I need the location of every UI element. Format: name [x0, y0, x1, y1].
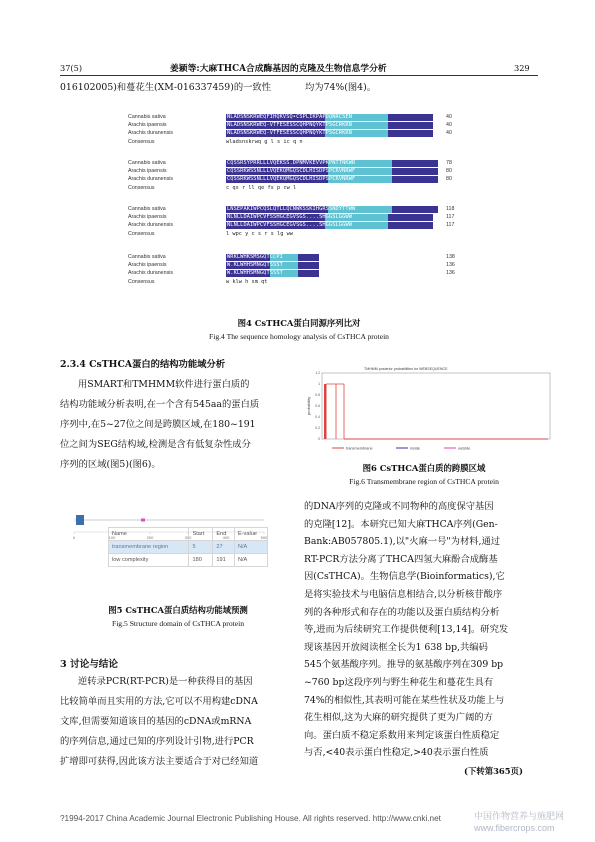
sequence-text: CQSSRKWSSNLLLVQEKQMGQSCDLHISDPSPCRVNRWF — [227, 176, 356, 183]
species-name: Arachis ipaensis — [128, 262, 167, 269]
alignment-row — [128, 160, 468, 167]
species-name: Arachis duranensis — [128, 130, 174, 137]
col-end: End — [213, 528, 235, 541]
axis-tick-label: 100 — [108, 535, 116, 540]
text-line: 74%的相似性,其表明可能在某些性状及功能上与 — [304, 694, 505, 706]
text-line: 列的各种形式和存在的功能以及蛋白质结构分析 — [304, 606, 500, 618]
y-tick-label: 0.2 — [315, 426, 320, 431]
para-234-line-2: 结构功能域分析表明,在一个含有545aa的蛋白质 — [60, 399, 260, 410]
species-name: Cannabis sativa — [128, 206, 166, 212]
tmhmm-chart — [304, 365, 556, 457]
consensus-text: l wpc y c s r s lg ww — [226, 230, 293, 237]
y-tick-label: 1.2 — [315, 371, 320, 376]
fig5-caption-en: Fig.5 Structure domain of CsTHCA protein — [111, 619, 245, 628]
text-line: Bank:AB057805.1),以"火麻一号"为材料,通过 — [304, 536, 501, 548]
alignment-row — [128, 206, 468, 213]
copyright-footer: ?1994-2017 China Academic Journal Electronic Publishing House. All rights reserved. http://www.cnki.net — [60, 814, 441, 823]
para-3-line-2: 比较简单而且实用的方法,它可以不用构建cDNA — [60, 696, 258, 707]
fig4-caption-en: Fig.4 The sequence homology analysis of CsTHCA protein — [209, 332, 389, 341]
residue-count: 136 — [446, 270, 455, 277]
tm-plot-frame — [322, 373, 550, 439]
species-name: Arachis ipaensis — [128, 122, 167, 129]
species-name: Arachis ipaensis — [128, 214, 167, 221]
residue-count: 40 — [446, 130, 452, 137]
y-tick-label: 0.4 — [315, 415, 320, 420]
sequence-text: W.KLWHHSMNGQTSSST — [227, 262, 283, 269]
page-number: 329 — [514, 63, 530, 73]
section-2-3-4-heading: 2.3.4 CsTHCA蛋白的结构功能域分析 — [60, 359, 226, 370]
legend-inside: inside — [410, 446, 420, 451]
sequence-segment — [226, 176, 438, 183]
para-234-line-5: 序列的区域(图5)(图6)。 — [60, 459, 161, 470]
residue-count: 80 — [446, 176, 452, 183]
top-line-left: 016102005)和蔓花生(XM-016337459)的一致性 — [60, 82, 272, 93]
legend-outside: outside — [458, 446, 471, 451]
cell-start: 180 — [189, 554, 213, 567]
para-234-line-3: 序列中,在5~27位之间是跨膜区域,在180~191 — [60, 419, 256, 430]
axis-tick-label: 400 — [222, 535, 230, 540]
residue-count: 118 — [446, 206, 455, 212]
residue-count: 78 — [446, 160, 452, 166]
species-name: Cannabis sativa — [128, 160, 166, 166]
sequence-segment — [226, 270, 438, 277]
alignment-row — [128, 176, 468, 183]
alignment-row — [128, 168, 468, 175]
species-name: Arachis duranensis — [128, 270, 174, 277]
col-name: Name — [109, 528, 189, 541]
cell-evalue: N/A — [234, 554, 267, 567]
sequence-alignment — [128, 114, 468, 304]
sequence-text: W.KLWHHSMNGQTSSST — [227, 270, 283, 277]
text-line: 545个氨基酸序列。推导的氨基酸序列在309 bp — [304, 659, 504, 671]
species-name: Consensus — [128, 138, 155, 145]
header-rule — [60, 75, 538, 76]
para-3-line-5: 扩增即可获得,因此该方法主要适合于对已经知道 — [60, 756, 259, 767]
text-line: 等,进而为后续研究工作提供便利[13,14]。研究发 — [304, 624, 509, 636]
residue-count: 136 — [446, 262, 455, 269]
cell-start: 5 — [189, 541, 213, 554]
axis-tick-label: 300 — [184, 535, 192, 540]
consensus-text: wladsnskrwq g l s ic q n — [226, 138, 303, 145]
alignment-row — [128, 214, 468, 221]
fig5-caption-cn: 图5 CsTHCA蛋白质结构功能域预测 — [108, 605, 248, 615]
transmembrane-domain-box — [76, 515, 84, 525]
domain-table — [108, 527, 268, 567]
sequence-text: NLNLLDAIWPCVFSSHGCEGVSGS....SHGGSLGGWW — [227, 214, 352, 221]
low-complexity-box — [141, 519, 145, 522]
para-234-line-4: 位之间为SEG结构域,检测是含有低复杂性成分 — [60, 439, 251, 450]
fig4-caption-cn: 图4 CsTHCA蛋白同源序列比对 — [237, 318, 361, 328]
alignment-row — [128, 231, 468, 238]
legend-transmembrane: transmembrane — [346, 446, 373, 451]
sequence-segment — [226, 122, 438, 129]
cell-end: 191 — [213, 554, 235, 567]
sequence-text: WRKLWHKSMSGQTCCPI — [227, 254, 283, 260]
alignment-row — [128, 185, 468, 192]
text-line: 是将实验技术与电脑信息相结合,以分析核苷酸序 — [304, 589, 503, 600]
cell-evalue: N/A — [234, 541, 267, 554]
sequence-text: NLADSNSKRWEQ-VTFESESSCQHPNQYKTPSGCRKRN — [227, 130, 352, 137]
text-line: 与否,<40表示蛋白性稳定,>40表示蛋白性质 — [304, 747, 489, 759]
continued-note: (下转第365页) — [464, 766, 523, 776]
alignment-row — [128, 254, 468, 261]
text-line: 向。蛋白质不稳定系数用来判定该蛋白性质稳定 — [304, 729, 500, 741]
para-3-line-4: 的序列信息,通过已知的序列设计引物,进行PCR — [60, 736, 254, 747]
col-start: Start — [189, 528, 213, 541]
sequence-segment — [226, 254, 438, 261]
alignment-row — [128, 122, 468, 129]
alignment-row — [128, 270, 468, 277]
cell-name: transmembrane region — [109, 541, 189, 554]
para-3-line-1: 逆转录PCR(RT-PCR)是一种获得目的基因 — [78, 676, 253, 687]
top-line-right: 均为74%(图4)。 — [305, 82, 377, 93]
species-name: Cannabis sativa — [128, 254, 166, 260]
y-tick-label: 0 — [318, 437, 320, 442]
sequence-text: NLADSNSKRWEQ-VTFESESSCQHPNQYKTPSGCRKRN — [227, 122, 352, 129]
fig6-caption-en: Fig.6 Transmembrane region of CsTHCA protein — [349, 477, 499, 486]
sequence-segment — [226, 206, 438, 213]
consensus-text: w klw h sm qt — [226, 278, 268, 285]
residue-count: 117 — [446, 222, 455, 229]
text-line: 因(CsTHCA)。生物信息学(Bioinformatics),它 — [304, 571, 505, 583]
residue-count: 138 — [446, 254, 455, 260]
sequence-segment — [226, 168, 438, 175]
fig6-caption-cn: 图6 CsTHCA蛋白质的跨膜区域 — [362, 463, 486, 473]
text-line: 的DNA序列的克隆或不同物种的高度保守基因 — [304, 501, 494, 512]
alignment-row — [128, 130, 468, 137]
residue-count: 40 — [446, 122, 452, 129]
sequence-segment — [226, 130, 438, 137]
running-title: 姜颖等:大麻THCA合成酶基因的克隆及生物信息学分析 — [170, 64, 387, 74]
text-line: 现该基因开放阅读框全长为1 638 bp,共编码 — [304, 641, 488, 653]
species-name: Arachis duranensis — [128, 176, 174, 183]
y-tick-label: 0.6 — [315, 404, 320, 409]
text-line: RT-PCR方法分离了THCA四氢大麻酚合成酶基 — [304, 553, 498, 565]
sequence-segment — [226, 214, 438, 221]
text-line: 的克隆[12]。本研究已知大麻THCA序列(Gen- — [304, 518, 498, 530]
axis-tick-label: 200 — [146, 535, 154, 540]
volume-issue: 37(5) — [60, 63, 83, 73]
residue-count: 117 — [446, 214, 455, 221]
para-234-line-1: 用SMART和TMHMM软件进行蛋白质的 — [78, 379, 250, 390]
axis-tick-label: 500 — [260, 535, 268, 540]
alignment-row — [128, 262, 468, 269]
text-line: 花生相似,这为大麻的研究提供了更为广阔的方 — [304, 712, 493, 724]
tm-chart-ylabel: probability — [306, 396, 311, 415]
para-3-line-3: 文库,但需要知道该目的基因的cDNA或mRNA — [60, 716, 252, 727]
sequence-text: CQSSRKWSSNLLLVQEKQMGQSCDLHISDPSPCRVNRWF — [227, 168, 356, 175]
section-3-heading: 3 讨论与结论 — [60, 659, 118, 670]
axis-tick-label: 0 — [72, 535, 76, 540]
sequence-text: NLADSNSKRWEQFIHQKVSQ•CSPLIKPAPDQNRCSEN — [227, 114, 352, 120]
species-name: Consensus — [128, 278, 155, 285]
consensus-text: c qs r ll qe fs p cw l — [226, 184, 297, 191]
watermark: 中国作物营养与施肥网 www.fibercrops.com — [474, 811, 565, 833]
species-name: Consensus — [128, 184, 155, 191]
table-row — [109, 541, 268, 554]
col-evalue: E-value — [234, 528, 267, 541]
sequence-segment — [226, 222, 438, 229]
text-line: ~760 bp这段序列与野生种花生和蔓花生具有 — [304, 677, 494, 688]
sequence-text: NLNLLDAIWPCVFSSHGCEGVSGS....SHGGSLGGWW — [227, 222, 352, 229]
residue-count: 40 — [446, 114, 452, 120]
y-tick-label: 1 — [318, 382, 320, 387]
species-name: Arachis duranensis — [128, 222, 174, 229]
alignment-row — [128, 114, 468, 121]
species-name: Consensus — [128, 230, 155, 237]
sequence-segment — [226, 114, 438, 121]
cell-name: low complexity — [109, 554, 189, 567]
alignment-row — [128, 222, 468, 229]
y-tick-label: 0.8 — [315, 393, 320, 398]
alignment-row — [128, 279, 468, 286]
species-name: Arachis ipaensis — [128, 168, 167, 175]
sequence-text: LNSEPAKIWPCQSLQTLLQCNWKSSKIHGRSSNDYTTWW — [227, 206, 356, 212]
sequence-segment — [226, 262, 438, 269]
table-row — [109, 554, 268, 567]
cell-end: 27 — [213, 541, 235, 554]
sequence-text: CQSSRSYPRRLLLVQEKSS.DPNMVKEVVPKPNTTNKWR — [227, 160, 356, 166]
species-name: Cannabis sativa — [128, 114, 166, 120]
alignment-row — [128, 139, 468, 146]
tm-chart-title: TMHMM posterior probabilities for WEBSEQUENCE — [364, 367, 448, 371]
residue-count: 80 — [446, 168, 452, 175]
sequence-segment — [226, 160, 438, 167]
